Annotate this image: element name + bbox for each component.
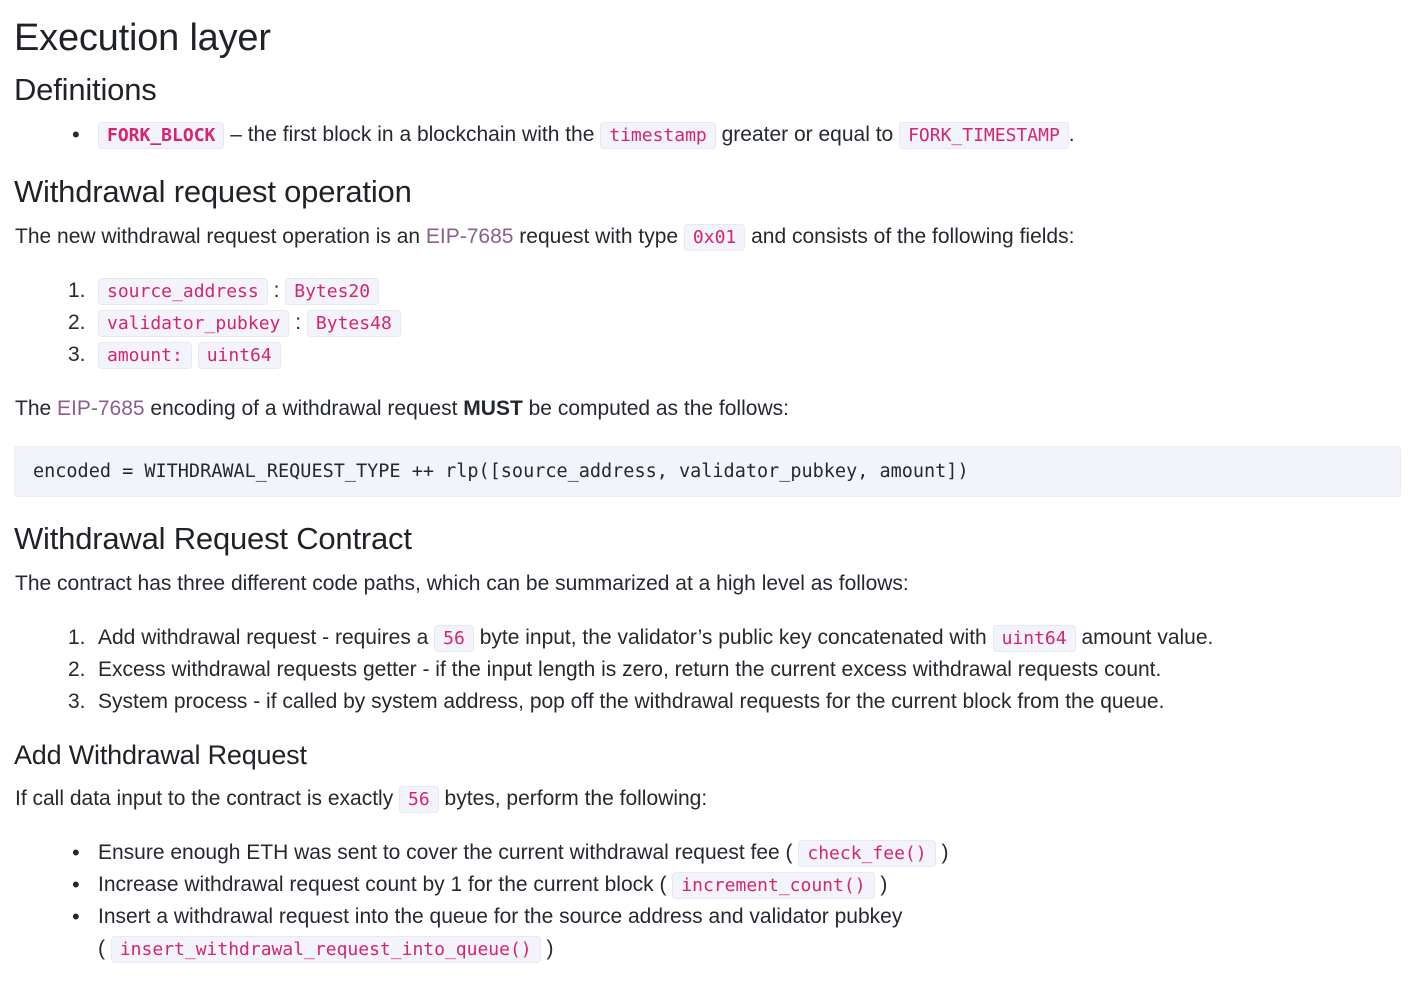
eip-7685-link[interactable]: EIP-7685 [425,225,514,248]
code-56: 56 [399,786,439,813]
code-field-type: Bytes20 [285,278,379,305]
text: : [273,279,280,302]
bullet-marker: • [72,840,80,865]
heading-withdrawal-request-operation: Withdrawal request operation [14,174,412,209]
bullet-marker: • [72,122,80,147]
code-insert-into-queue: insert_withdrawal_request_into_queue() [111,936,541,963]
definition-fork-block [98,120,1075,151]
text: bytes, perform the following: [438,787,708,810]
text: The new withdrawal request operation is an [15,225,426,248]
bullet-marker: • [72,872,80,897]
heading-add-withdrawal-request: Add Withdrawal Request [14,740,307,770]
add-request-step-insert-cont [98,934,554,965]
code-fork-block: FORK_BLOCK [98,122,224,149]
text: ) [546,937,554,960]
text: Increase withdrawal request count by 1 for the current block ( [98,873,667,896]
code-field-name: amount: [98,342,192,369]
contract-item-system: System process - if called by system address, pop off the withdrawal requests for the current block from the queue. [98,690,1165,713]
text: greater or equal to [715,123,900,146]
text: If call data input to the contract is exactly [15,787,400,810]
bullet-marker: • [72,904,80,929]
must-keyword: MUST [463,397,523,420]
heading-definitions: Definitions [14,72,157,107]
contract-intro: The contract has three different code paths, which can be summarized at a high level as follows: [15,572,909,595]
page-title: Execution layer [14,17,271,59]
text: . [1068,123,1075,146]
text: ) [941,841,949,864]
text: encoding of a withdrawal request [144,397,464,420]
code-increment-count: increment_count() [672,872,874,899]
code-56: 56 [434,625,474,652]
add-request-intro [15,784,707,815]
text: The [15,397,58,420]
contract-item-add [98,623,1213,654]
code-fork-timestamp: FORK_TIMESTAMP [899,122,1069,149]
add-request-step-insert: Insert a withdrawal request into the queue for the source address and validator pubkey [98,905,903,928]
text: : [295,311,302,334]
code-field-type: uint64 [198,342,281,369]
code-timestamp: timestamp [600,122,716,149]
text: amount value. [1075,626,1214,649]
list-number: 1. [68,626,86,649]
text: ( [98,937,105,960]
code-block [14,446,1401,497]
code-type: 0x01 [684,224,745,251]
heading-withdrawal-request-contract: Withdrawal Request Contract [14,521,412,556]
text: request with type [513,225,684,248]
list-number: 3. [68,343,86,366]
text: Ensure enough ETH was sent to cover the current withdrawal request fee ( [98,841,793,864]
list-number: 1. [68,279,86,302]
list-number: 2. [68,311,86,334]
eip-7685-link[interactable]: EIP-7685 [57,397,145,420]
text: be computed as the follows: [522,397,789,420]
contract-item-getter: Excess withdrawal requests getter - if the input length is zero, return the current excess withdrawal requests count. [98,658,1162,681]
add-request-step-count [98,870,887,901]
field-source-address [98,276,379,307]
add-request-step-fee [98,838,948,869]
field-validator-pubkey [98,308,401,339]
text: and consists of the following fields: [745,225,1075,248]
text: Add withdrawal request - requires a [98,626,435,649]
list-number: 3. [68,690,86,713]
list-number: 2. [68,658,86,681]
code-check-fee: check_fee() [798,840,935,867]
code-field-type: Bytes48 [307,310,401,337]
text: byte input, the validator’s public key concatenated with [473,626,993,649]
text: – the first block in a blockchain with the [224,123,601,146]
text: ) [880,873,888,896]
code-field-name: source_address [98,278,268,305]
operation-intro [15,222,1074,253]
code-block-text: encoded = WITHDRAWAL_REQUEST_TYPE ++ rlp([source_address, validator_pubkey, amount]) [33,461,969,482]
code-uint64: uint64 [993,625,1076,652]
encoding-intro [15,394,789,424]
code-field-name: validator_pubkey [98,310,289,337]
field-amount [98,340,281,371]
